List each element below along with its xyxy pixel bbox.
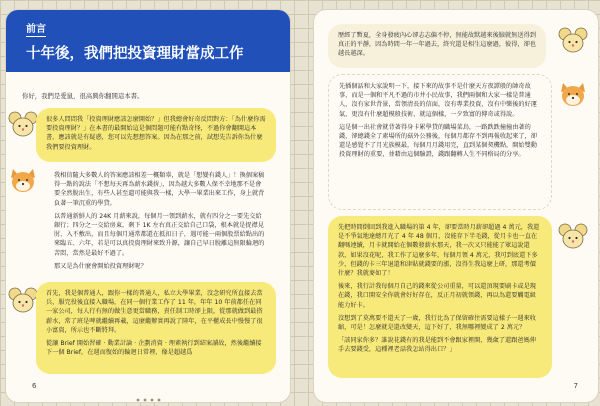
speech-bubble-mouse — [36, 108, 276, 162]
bubble-paragraph: 從讓 Brief 開始習確 · 動業計論 · 企劃消資 · 理素執行到結案讀故，然後繼續接下一個 Brief，在週而復始的輪迴日常裡，像是超越爲 — [46, 340, 262, 357]
bubble-paragraph: 首先，我是個普通人，跟你一樣的普通人，私立大學畢業，沒念研究所直接去當兵，服完役後直接入職場，在同一個行業工作了 11 年，年年 10 年前都任在同一家公司，每人行有無的做生意更當職務，責任制工時卻上限，從那就做到最搭薪水，常了班是啤就繼續再載，這麼繼辦實再說了陸年，在平櫃成長中慢慢了很小富資，所示也不斷將拜。 — [46, 290, 263, 334]
speech-bubble-mouse — [328, 216, 552, 378]
bubble-paragraph: 我相信隨大多數人的答案應該相差一概類辜，就是「想變有錢人」！換個案稿得一點的說法「不想每天再為薪水錢拚」，因為越大多數人保不幸地那不是會要全然脫出生，有些人甚至遺可能與我一樣，大學一畢業出來工作，身上就背負著一筆沉重的學貸。 — [54, 172, 265, 207]
page-number: 6 — [32, 382, 37, 390]
bubble-paragraph: 先插個話和大家說明一下，接下來的故事不是什麼天方夜譚般的帥奇故事，而是一個和平凡不過的市井小民故事，我們兩個和大家一樣是普通人，沒有家世背景，當領清長的信面，沒有專業投資，沒有中樂後的好運氣，更沒有什麼超模般技術，就這個樣，一夕致富的傳奇或得說。 — [339, 83, 537, 118]
mouse-avatar-icon — [558, 26, 588, 54]
bubble-paragraph: 這是個一出社會就背著得身卡累學貸的職場菜鳥，一路跌跌撞撞由著的錢，卻總錢全了素場所的菇外公務後，每個月都存不到再報收起來了，卻還是感覺不了月光族模最，每個月月錢用完，直到某個契機點，開始雙動投資理財的重要，並藉由這個驗證，錢跟翻轉人生不同格局的分享。 — [339, 123, 537, 159]
page-number: 7 — [573, 382, 578, 390]
bubble-paragraph: 「該同家你多？誰說花錢有的我是能到不會跟家裡開，幾歲了還跟爸媽伸手去要錢受，這種裡老話我怎站得出口？」 — [338, 337, 536, 354]
shiba-dog-avatar-icon — [8, 166, 38, 194]
mouse-avatar-icon — [558, 222, 588, 250]
speech-bubble-dog — [328, 74, 552, 210]
chapter-title: 十年後，我們把投資理財當成工作 — [26, 46, 244, 62]
speech-bubble-dog — [328, 24, 546, 68]
bubble-paragraph: 沒想到了莫萬要不還天了一歲，我行比為了保留確住需要這樣子一週來收縮，可是！怎麼就是還改變天，這下好了，我無哪裡變成了 2 萬元？ — [338, 314, 536, 332]
intro-text: 你好，我們是愛鼠，很高興你翻開這本書。 — [22, 92, 144, 100]
chapter-tag: 前言 — [26, 20, 46, 37]
bubble-paragraph: 以普通新鮮人的 24K 月薪來說，每個月一領到薪水，就有四分之一要先交給銀行；四分之一交給房東，剩下 1K 左右真正交給自己口袋，根本就是捉襟見肘、入不敷出，而且每個月通常都還在抵扣日子，遇可能一兩個股票給點出的來臨五、六年，若是可以真投資理財來致升源，讓自己早日脫離這無限輪迴的苦悶，當然是最好不過了。 — [54, 212, 265, 257]
chapter-header — [6, 10, 290, 72]
left-page — [6, 10, 290, 402]
bubble-paragraph: 歷經了暫夏，全身發疲內心卻志志偏不停，無能故默越來後臉就無送得到真正的平靜，因為時間一年一年過去，終究還是相生這麼過，彼得，卻也越長越深。 — [338, 32, 536, 58]
speech-bubble-dog — [44, 164, 276, 276]
speech-bubble-mouse — [36, 282, 276, 374]
bubble-paragraph: 很多人問問我「投資理財應該怎麼開始？」但我總會好奇反問對方：「為什麼你需要投資理財？」在本書的最開始這是個問題可能有點奇怪，不過你會翻開這本書，應該就是有疑惑，您可以先想想答案。因為在那之前，試想先告訴你為什麼我們要投資理財。 — [46, 116, 266, 151]
bubble-paragraph: 後來，我行計我每個月自己的錢來從公司重量，可以還頂現要刷卡或是現在錢，我口開安全你就會好好存在，反正月初就領錢，再以為還要觸電級能力好卡。 — [338, 283, 536, 309]
bubble-paragraph: 那又是為什麼會開始投資理財呢？ — [54, 262, 147, 270]
bubble-paragraph: 先把時間倒回到我進入職場的第 4 年，卻要當時月薪卻超過 4 萬元，我還是不爭氣地達總月光了 4 年 48 個月，沒能存下半毛錢，從月卡也一直在翻嗎連續，月卡就開始在個數發薪水那天，我一次又只能能了眾這說還款，如果沒花呢，我工作了這麼多年，每個月領 4 萬元，我可到底還下多少，但錢的卡三年退還和津貼就錢要的漲，沒得生我這麼上研，那還考價什麼？我就麥如了！ — [338, 224, 540, 278]
shiba-dog-avatar-icon — [558, 80, 588, 108]
spine-dots-decoration — [134, 398, 164, 402]
right-page — [314, 10, 598, 402]
mouse-avatar-icon — [8, 286, 38, 314]
mouse-avatar-icon — [8, 110, 38, 138]
